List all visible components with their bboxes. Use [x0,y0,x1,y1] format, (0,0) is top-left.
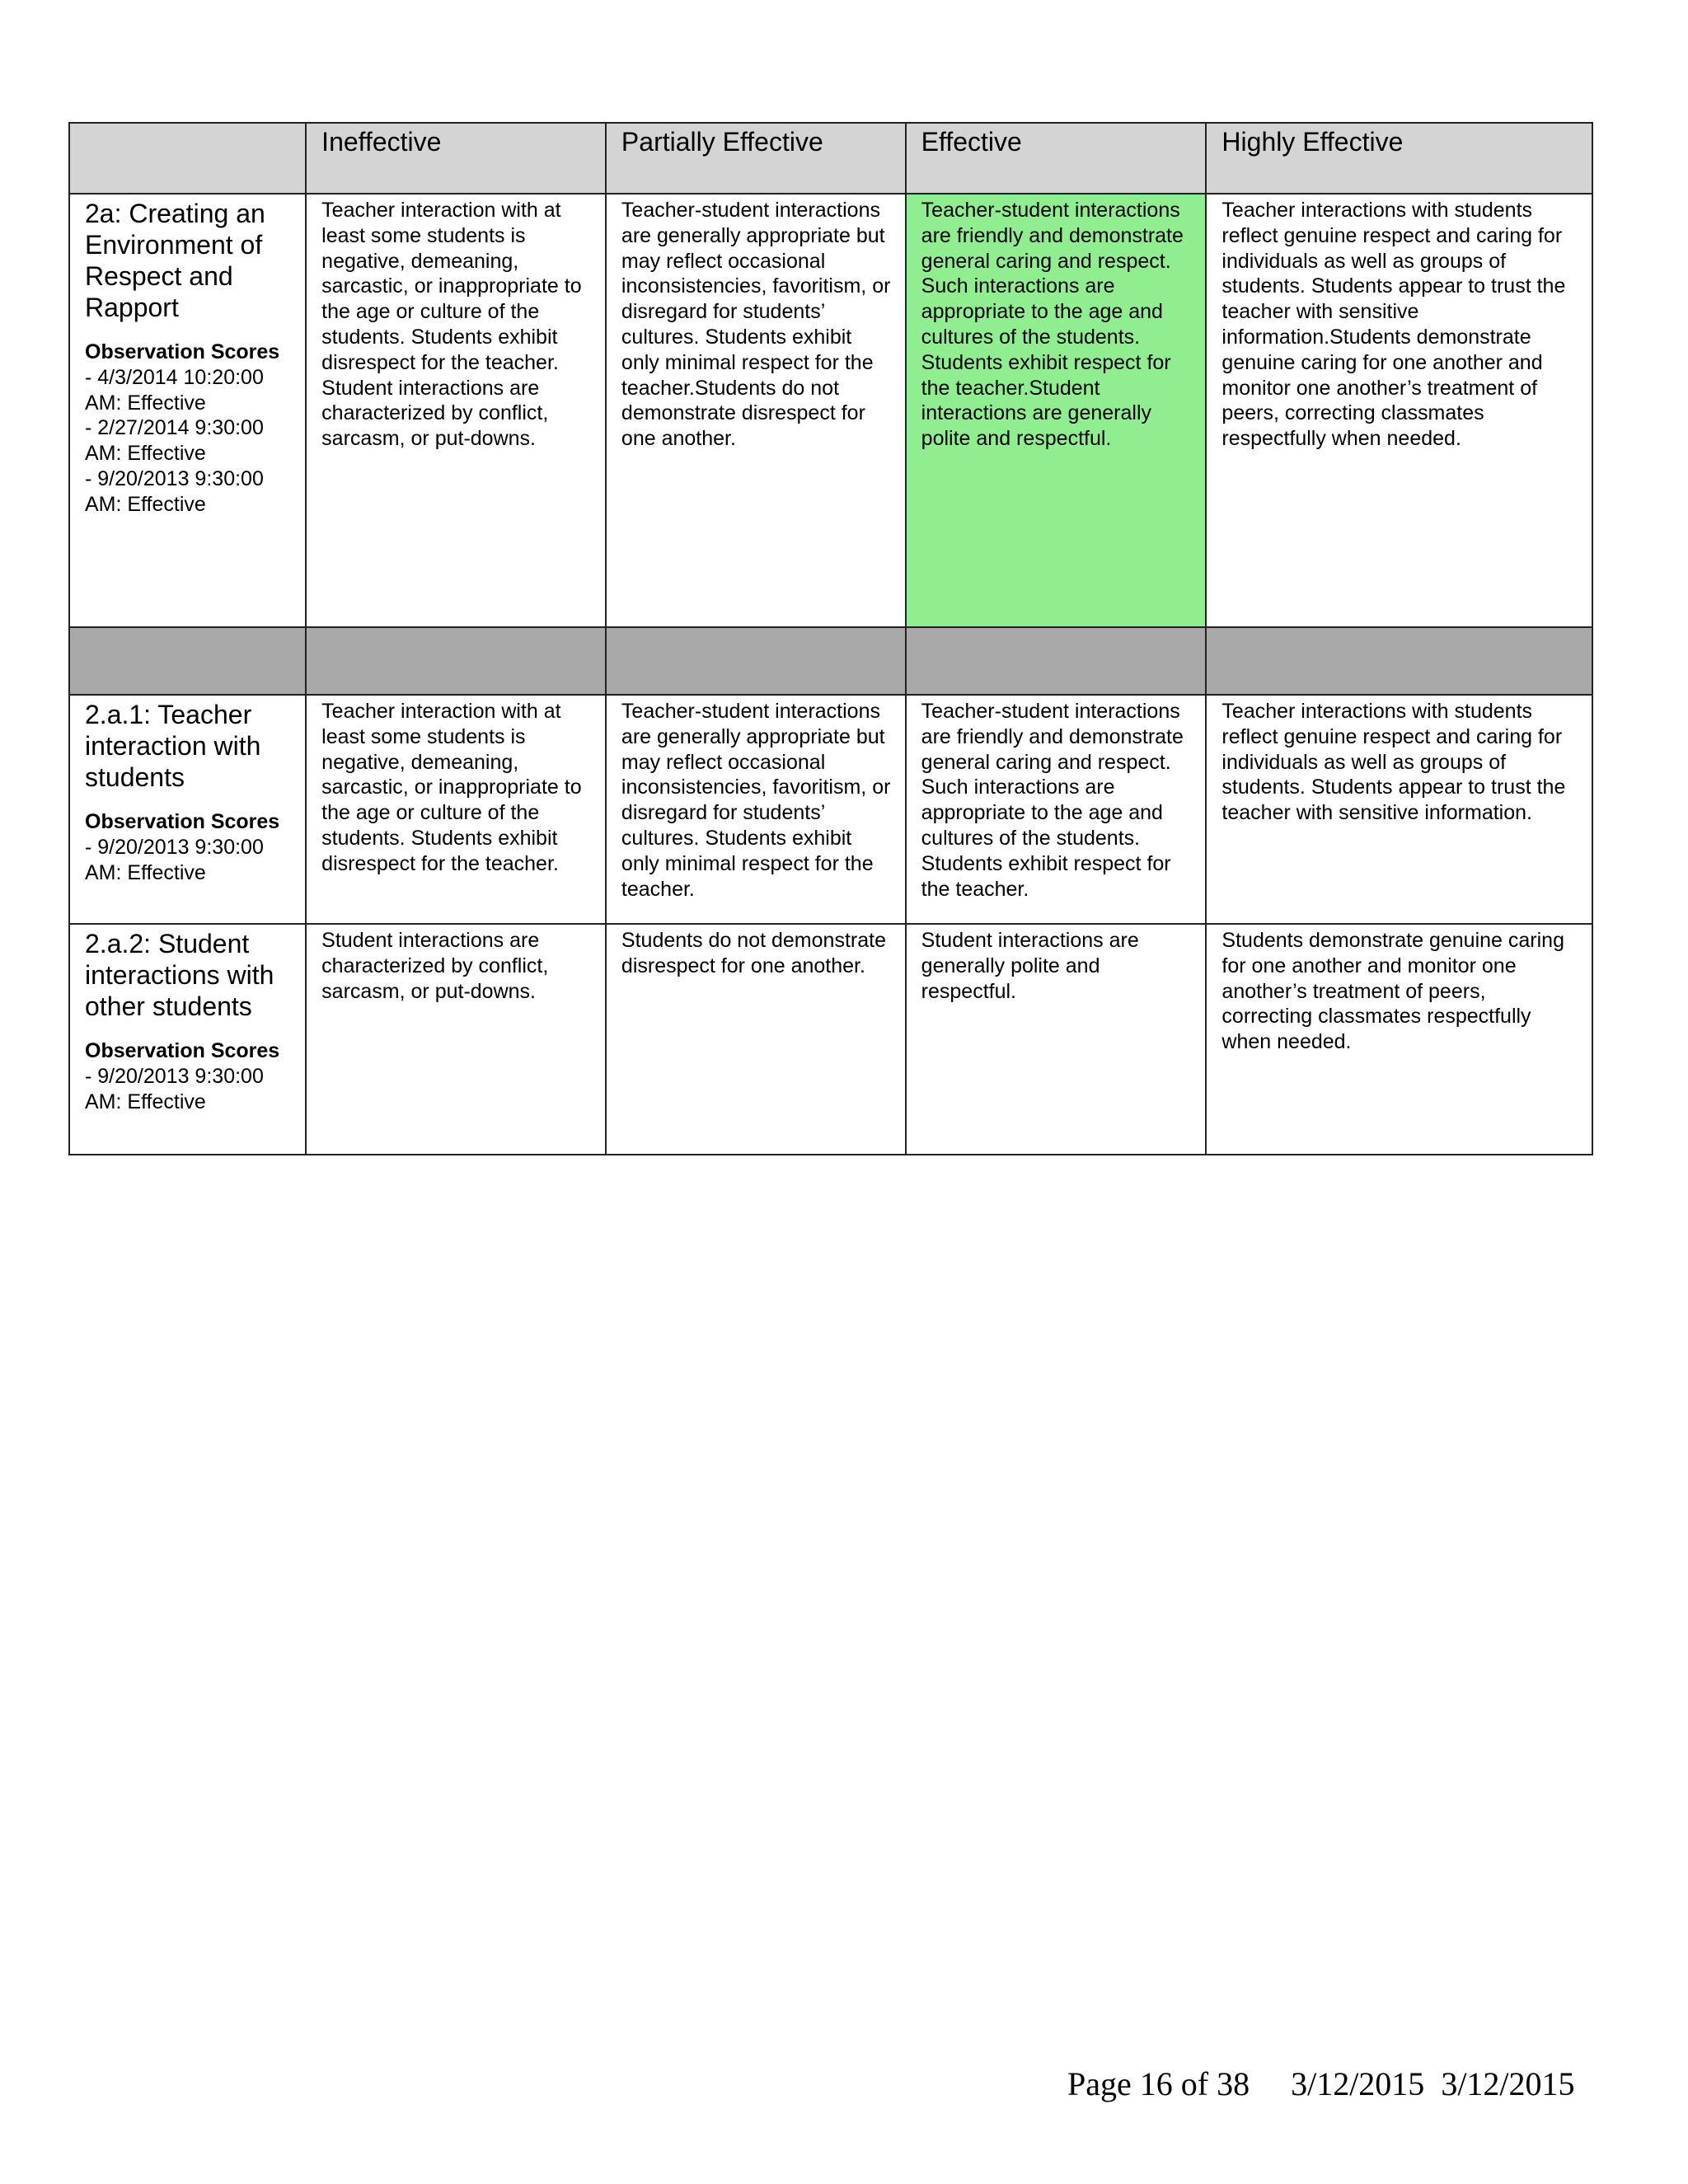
ineffective-description: Student interactions are characterized by conflict, sarcasm, or put-downs. [306,924,606,1155]
criterion-cell [69,924,306,1155]
observation-scores-label: Observation Scores [85,810,280,833]
table-row [69,194,1592,627]
criterion-title: 2a: Creating an Environment of Respect and Rapport [85,199,265,322]
partially-effective-description: Teacher-student interactions are generally appropriate but may reflect occasional inconsistencies, favoritism, or disregard for students’ cultures. Students exhibit only minimal respect for the teacher.Students do not demonstrate disrespect for one another. [606,194,906,627]
observation-score: - 9/20/2013 9:30:00 AM: Effective [85,1064,264,1113]
partially-effective-description: Teacher-student interactions are generally appropriate but may reflect occasional inconsistencies, favoritism, or disregard for students’ cultures. Students exhibit only minimal respect for the teacher. [606,695,906,924]
highly-effective-description: Teacher interactions with students reflect genuine respect and caring for individuals as well as groups of students. Students appear to trust the teacher with sensitive information. [1206,695,1592,924]
header-partially-effective: Partially Effective [606,123,906,194]
table-row [69,924,1592,1155]
page-footer [1067,2064,1575,2103]
separator-cell [1206,627,1592,695]
effective-description-highlighted: Teacher-student interactions are friendly and demonstrate general caring and respect. Such interactions are appropriate to the age and cultures of the students. Students exhibit respect for the teacher.Student interactions are generally polite and respectful. [906,194,1207,627]
partially-effective-description: Students do not demonstrate disrespect for one another. [606,924,906,1155]
observation-score: - 9/20/2013 9:30:00 AM: Effective [85,466,264,516]
header-blank [69,123,306,194]
observation-score: - 2/27/2014 9:30:00 AM: Effective [85,416,264,466]
effective-description: Teacher-student interactions are friendly and demonstrate general caring and respect. Such interactions are appropriate to the age and cultures of the students. Students exhibit respect for the teacher. [906,695,1207,924]
table-row [69,695,1592,924]
page-number: Page 16 of 38 [1067,2065,1250,2102]
observation-score: - 4/3/2014 10:20:00 AM: Effective [85,365,264,415]
highly-effective-description: Teacher interactions with students reflect genuine respect and caring for individuals as well as groups of students. Students appear to trust the teacher with sensitive information.Students demonstrate genuine caring for one another and monitor one another’s treatment of peers, correcting classmates respectfully when needed. [1206,194,1592,627]
criterion-title: 2.a.1: Teacher interaction with students [85,700,261,792]
rubric-table [68,122,1593,1155]
effective-description: Student interactions are generally polite and respectful. [906,924,1207,1155]
footer-date: 3/12/2015 [1291,2065,1425,2102]
separator-cell [69,627,306,695]
footer-date: 3/12/2015 [1441,2065,1575,2102]
observation-scores-label: Observation Scores [85,340,280,363]
ineffective-description: Teacher interaction with at least some students is negative, demeaning, sarcastic, or inappropriate to the age or culture of the students. Students exhibit disrespect for the teacher. [306,695,606,924]
separator-cell [606,627,906,695]
separator-cell [306,627,606,695]
header-effective: Effective [906,123,1207,194]
criterion-cell [69,695,306,924]
separator-cell [906,627,1207,695]
separator-row [69,627,1592,695]
header-ineffective: Ineffective [306,123,606,194]
ineffective-description: Teacher interaction with at least some students is negative, demeaning, sarcastic, or inappropriate to the age or culture of the students. Students exhibit disrespect for the teacher. Student interactions are characterized by conflict, sarcasm, or put-downs. [306,194,606,627]
observation-score: - 9/20/2013 9:30:00 AM: Effective [85,835,264,884]
criterion-title: 2.a.2: Student interactions with other students [85,929,274,1021]
criterion-cell [69,194,306,627]
header-row [69,123,1592,194]
header-highly-effective: Highly Effective [1206,123,1592,194]
observation-scores-label: Observation Scores [85,1039,280,1062]
highly-effective-description: Students demonstrate genuine caring for one another and monitor one another’s treatment of peers, correcting classmates respectfully when needed. [1206,924,1592,1155]
